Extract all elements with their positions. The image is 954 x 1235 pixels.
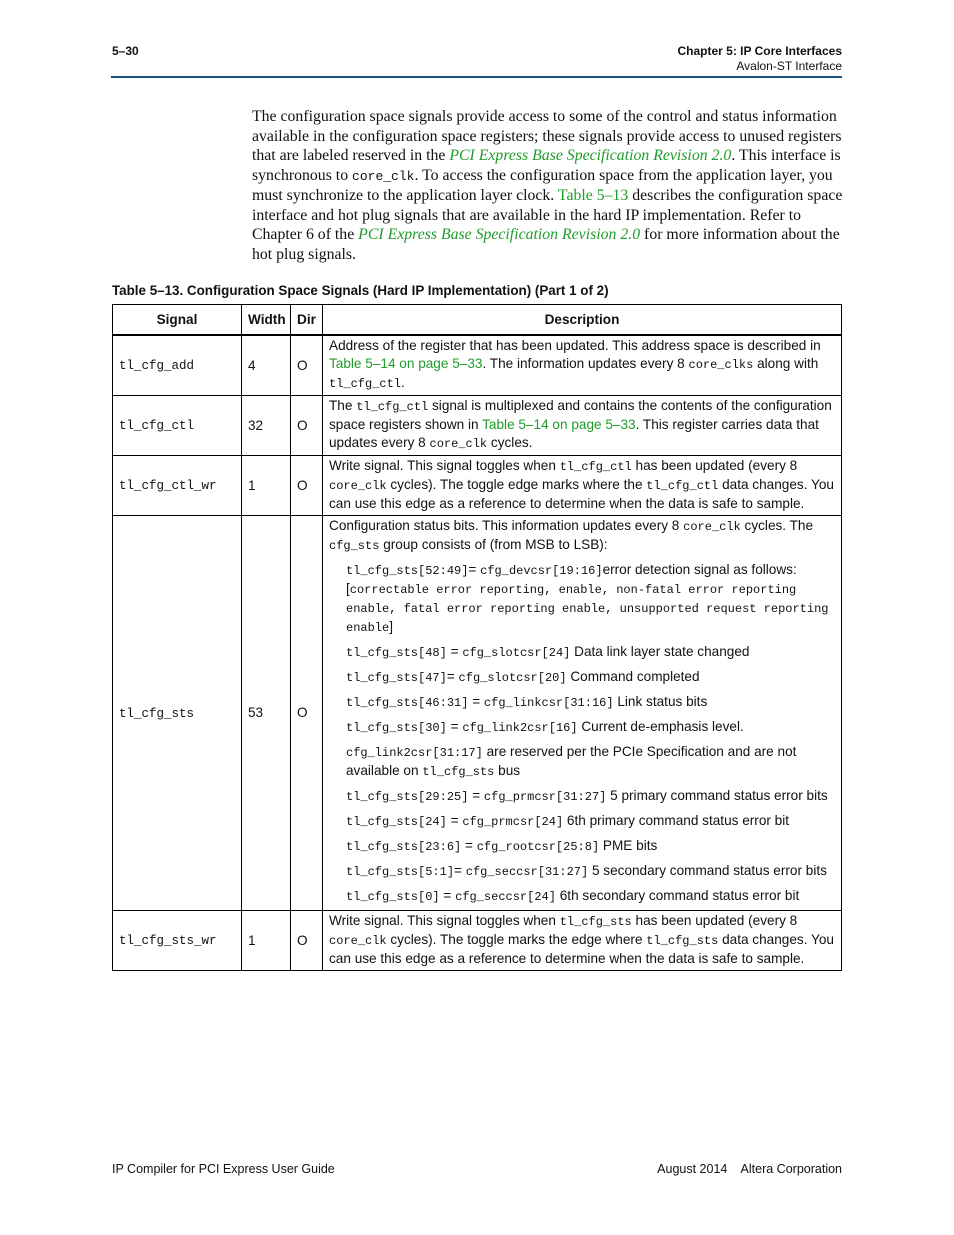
chapter-title: Chapter 5: IP Core Interfaces <box>677 44 842 58</box>
table-row <box>113 335 842 396</box>
table-row <box>113 911 842 971</box>
footer-document-title: IP Compiler for PCI Express User Guide <box>112 1162 335 1176</box>
header-rule <box>111 76 842 78</box>
description-cell: Write signal. This signal toggles when tl_cfg_sts has been updated (every 8 core_clk cycles). The toggle marks the edge where tl_cfg_sts data changes. You can use this edge as a reference to determine when the data is safe to sample. <box>323 911 842 971</box>
description-cell: The tl_cfg_ctl signal is multiplexed and contains the contents of the configuration space registers shown in Table 5–14 on page 5–33. This register carries data that updates every 8 core_clk cycles. <box>323 396 842 456</box>
width-cell: 4 <box>242 335 291 396</box>
signal-cell: tl_cfg_add <box>113 335 242 396</box>
list-item: tl_cfg_sts[0] = cfg_seccsr[24] 6th secondary command status error bit <box>346 888 800 904</box>
list-item: tl_cfg_sts[47]= cfg_slotcsr[20] Command completed <box>346 669 700 685</box>
column-header: Signal <box>113 305 242 336</box>
dir-cell: O <box>291 911 323 971</box>
footer-date-company: August 2014 Altera Corporation <box>657 1162 842 1176</box>
table-caption: Table 5–13. Configuration Space Signals (Hard IP Implementation) (Part 1 of 2) <box>112 283 609 298</box>
dir-cell: O <box>291 396 323 456</box>
section-title: Avalon-ST Interface <box>736 59 842 73</box>
signals-table <box>112 304 842 971</box>
intro-paragraph: The configuration space signals provide access to some of the control and status information available in the configuration space registers; these signals provide access to unused registers that are labeled reserved in the PCI Express Base Specification Revision 2.0. This interface is synchronous to core_clk. To access the configuration space from the application layer, you must synchronize to the application layer clock. Table 5–13 describes the configuration space interface and hot plug signals that are available in the hard IP implementation. Refer to Chapter 6 of the PCI Express Base Specification Revision 2.0 for more information about the hot plug signals. <box>252 108 843 263</box>
list-item: tl_cfg_sts[48] = cfg_slotcsr[24] Data link layer state changed <box>346 644 750 660</box>
page-number: 5–30 <box>112 44 139 58</box>
spec-link[interactable]: PCI Express Base Specification Revision 2.0 <box>358 226 641 243</box>
list-item: cfg_link2csr[31:17] are reserved per the PCIe Specification and are not available on tl_cfg_sts bus <box>346 744 797 779</box>
list-item: tl_cfg_sts[52:49]= cfg_devcsr[19:16]error detection signal as follows: [correctable error reporting, enable, non-fatal error reporting enable, fatal error reporting enable, unsupported request reporting enable] <box>346 562 829 635</box>
dir-cell: O <box>291 456 323 516</box>
signal-cell: tl_cfg_ctl <box>113 396 242 456</box>
list-item: tl_cfg_sts[23:6] = cfg_rootcsr[25:8] PME bits <box>346 838 658 854</box>
list-item: tl_cfg_sts[29:25] = cfg_prmcsr[31:27] 5 primary command status error bits <box>346 788 828 804</box>
width-cell: 1 <box>242 911 291 971</box>
running-header <box>677 44 842 74</box>
column-header: Dir <box>291 305 323 336</box>
description-cell: Write signal. This signal toggles when tl_cfg_ctl has been updated (every 8 core_clk cycles). The toggle edge marks where the tl_cfg_ctl data changes. You can use this edge as a reference to determine when the data is safe to sample. <box>323 456 842 516</box>
signal-cell: tl_cfg_sts <box>113 516 242 911</box>
column-header: Description <box>323 305 842 336</box>
dir-cell: O <box>291 335 323 396</box>
table-header-row <box>113 305 842 336</box>
description-cell: Configuration status bits. This information updates every 8 core_clk cycles. The cfg_sts group consists of (from MSB to LSB): tl_cfg_sts[52:49]= cfg_devcsr[19:16]error detection signal as follows: [correctable error reporting, enable, non-fatal error reporting enable, fatal error reporting enable, unsupported request reporting enable] tl_cfg_sts[48] = cfg_slotcsr[24] Data link layer state changed tl_cfg_sts[47]= cfg_slotcsr[20] Command completed tl_cfg_sts[46:31] = cfg_linkcsr[31:16] Link status bits tl_cfg_sts[30] = cfg_link2csr[16] Current de-emphasis level. cfg_link2csr[31:17] are reserved per the PCIe Specification and are not available on tl_cfg_sts bus tl_cfg_sts[29:25] = cfg_prmcsr[31:27] 5 primary command status error bits tl_cfg_sts[24] = cfg_prmcsr[24] 6th primary command status error bit tl_cfg_sts[23:6] = cfg_rootcsr[25:8] PME bits tl_cfg_sts[5:1]= cfg_seccsr[31:27] 5 secondary command status error bits tl_cfg_sts[0] = cfg_seccsr[24] 6th secondary command status error bit <box>323 516 842 911</box>
table-link[interactable]: Table 5–14 on page 5–33 <box>329 356 483 371</box>
list-item: tl_cfg_sts[24] = cfg_prmcsr[24] 6th primary command status error bit <box>346 813 790 829</box>
table-row <box>113 516 842 911</box>
signal-cell: tl_cfg_sts_wr <box>113 911 242 971</box>
table-link[interactable]: Table 5–14 on page 5–33 <box>482 417 636 432</box>
width-cell: 1 <box>242 456 291 516</box>
width-cell: 32 <box>242 396 291 456</box>
list-item: tl_cfg_sts[46:31] = cfg_linkcsr[31:16] Link status bits <box>346 694 708 710</box>
description-cell: Address of the register that has been updated. This address space is described in Table 5–14 on page 5–33. The information updates every 8 core_clks along with tl_cfg_ctl. <box>323 335 842 396</box>
table-row <box>113 396 842 456</box>
dir-cell: O <box>291 516 323 911</box>
list-item: tl_cfg_sts[5:1]= cfg_seccsr[31:27] 5 secondary command status error bits <box>346 863 827 879</box>
width-cell: 53 <box>242 516 291 911</box>
list-item: tl_cfg_sts[30] = cfg_link2csr[16] Current de-emphasis level. <box>346 719 744 735</box>
table-link[interactable]: Table 5–13 <box>557 187 629 204</box>
table-row <box>113 456 842 516</box>
spec-link[interactable]: PCI Express Base Specification Revision 2.0 <box>449 147 732 164</box>
signal-cell: tl_cfg_ctl_wr <box>113 456 242 516</box>
column-header: Width <box>242 305 291 336</box>
status-bit-list <box>346 561 835 906</box>
